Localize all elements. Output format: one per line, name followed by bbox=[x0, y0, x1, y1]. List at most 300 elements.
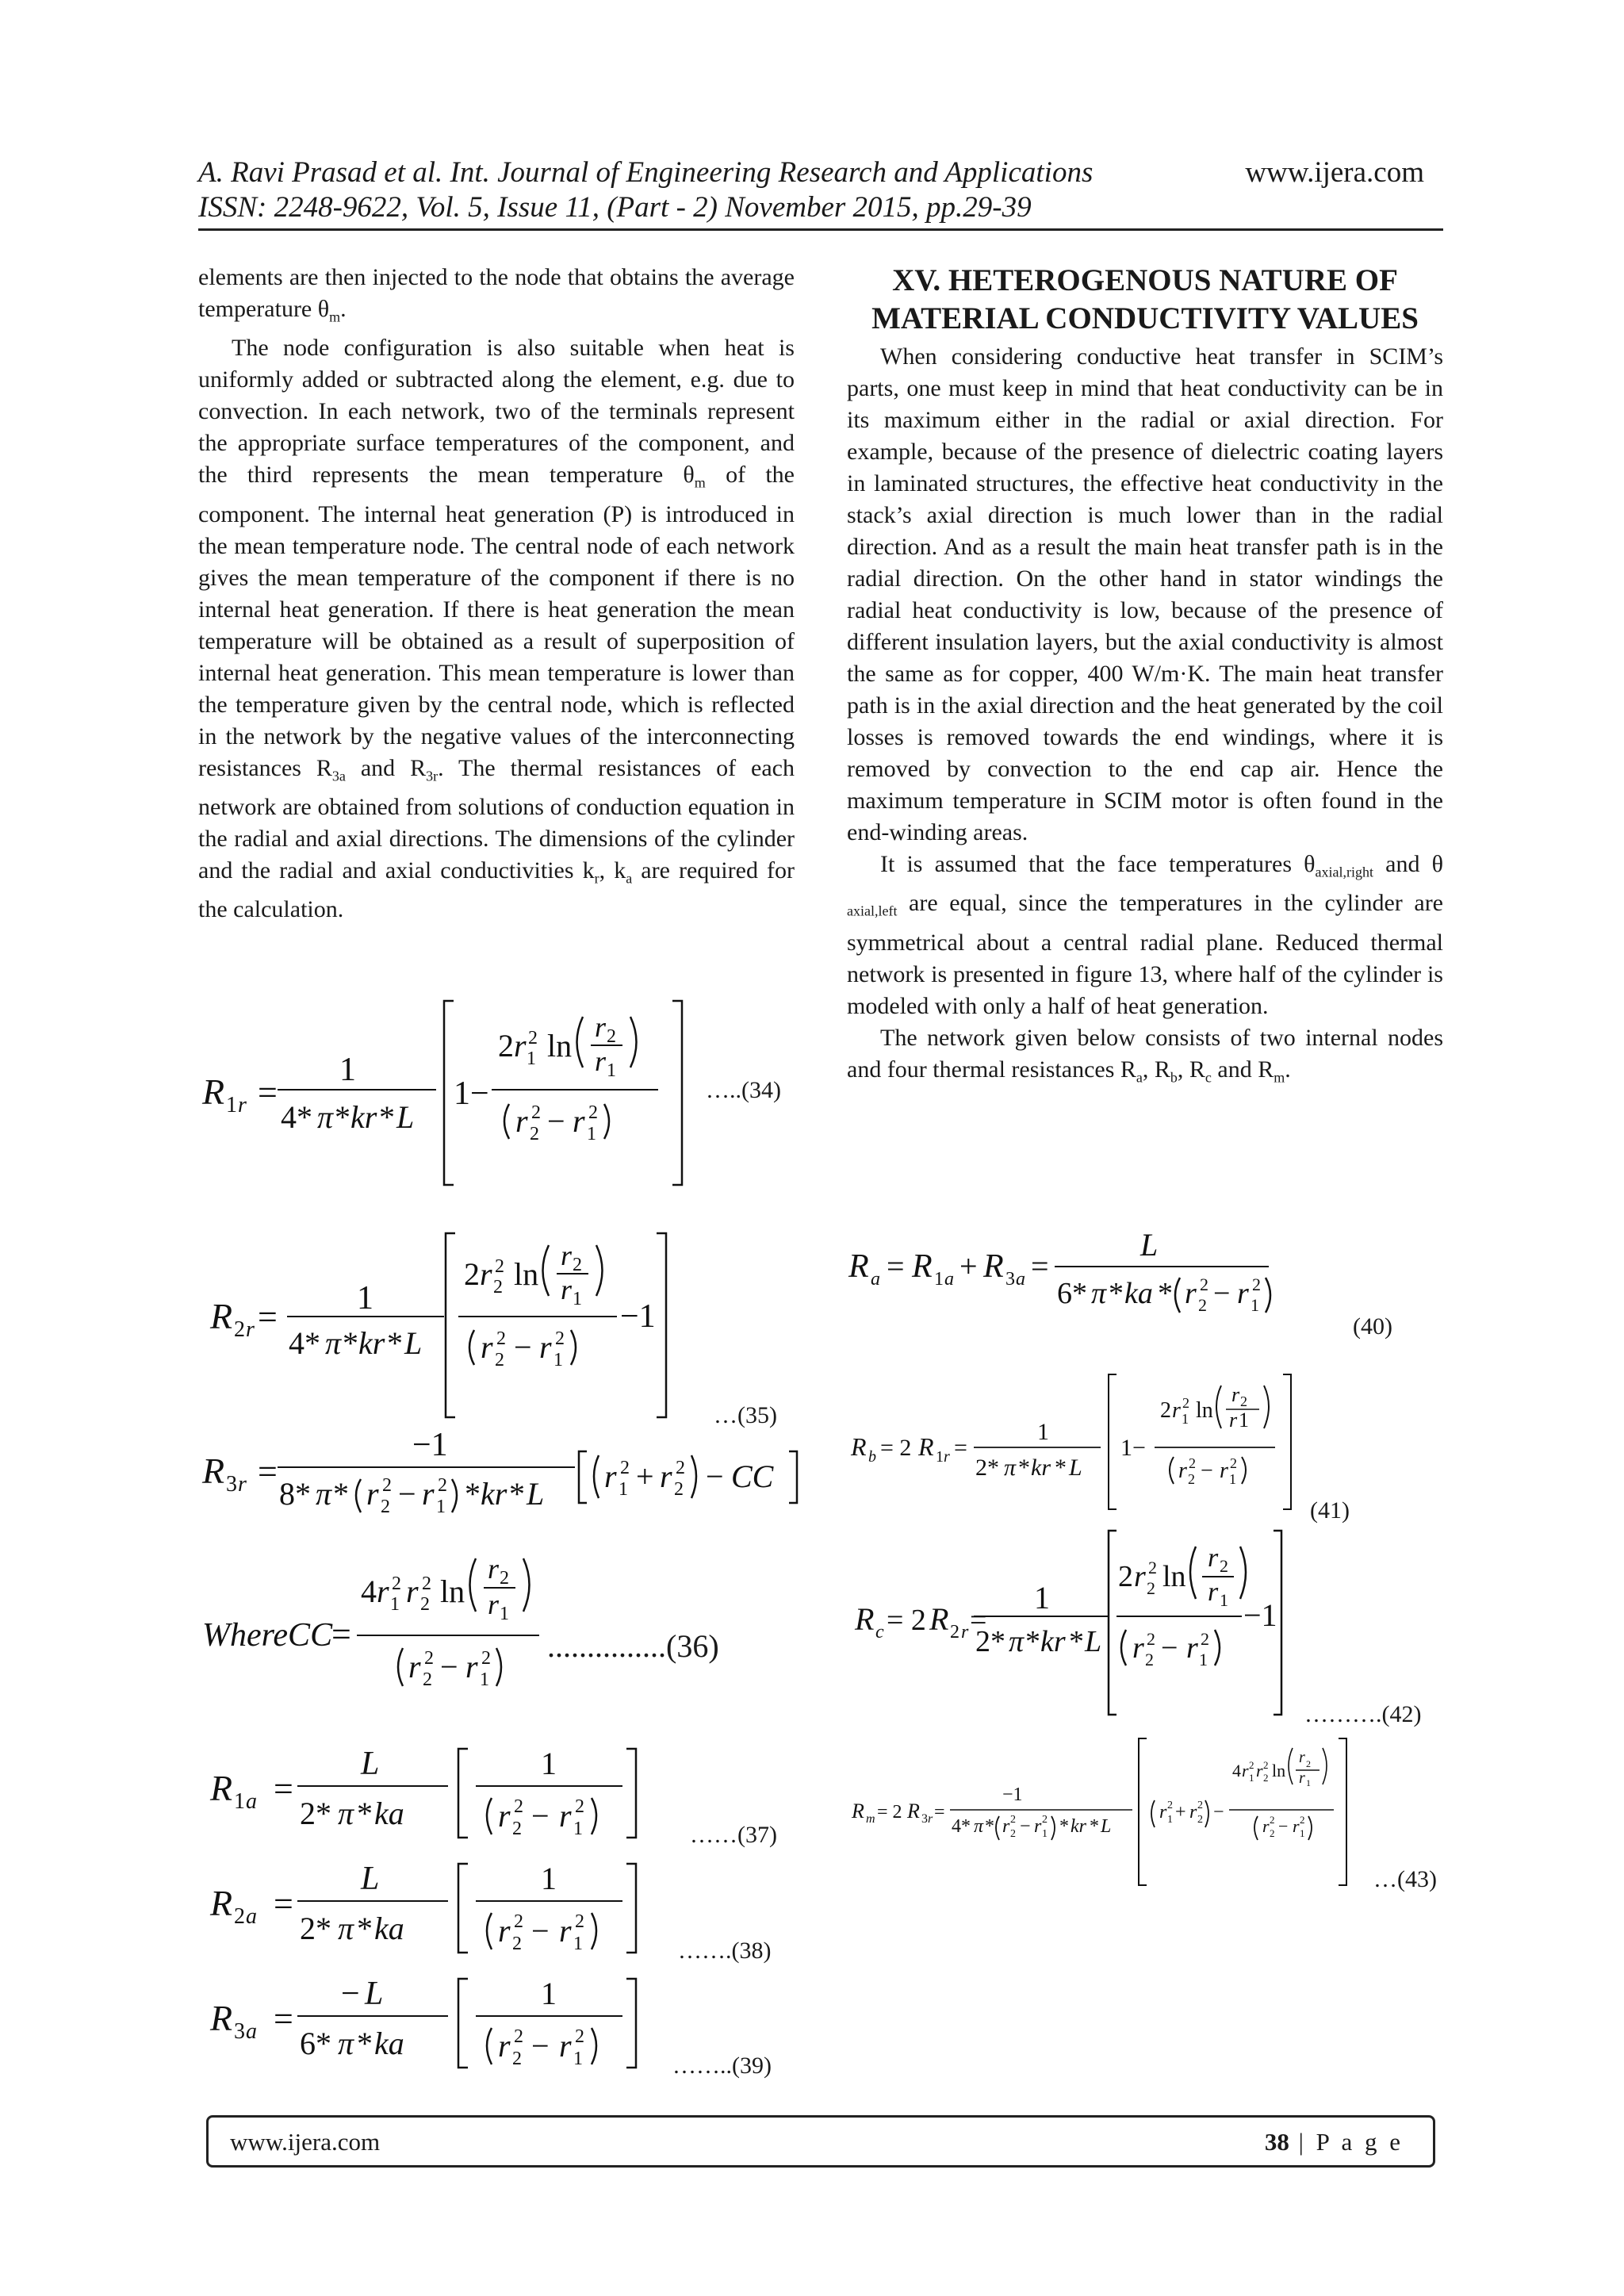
svg-text:a: a bbox=[1016, 1269, 1025, 1290]
svg-text:r: r bbox=[1299, 1749, 1305, 1766]
svg-text:r: r bbox=[498, 1913, 511, 1949]
svg-text:m: m bbox=[866, 1812, 875, 1826]
svg-text:π: π bbox=[325, 1325, 342, 1361]
svg-text:2: 2 bbox=[514, 1796, 523, 1817]
svg-text:1: 1 bbox=[541, 1976, 557, 2011]
svg-text:r: r bbox=[1220, 1458, 1228, 1483]
svg-text:r: r bbox=[928, 1812, 933, 1826]
footer-bar bbox=[206, 2115, 1435, 2168]
svg-text:1: 1 bbox=[1034, 1580, 1050, 1616]
journal-citation-line: A. Ravi Prasad et al. Int. Journal of Engineering Research and Applications bbox=[198, 156, 1094, 189]
svg-text:2: 2 bbox=[1263, 1759, 1269, 1771]
svg-text:R: R bbox=[852, 1800, 864, 1823]
svg-text:2: 2 bbox=[1198, 1295, 1207, 1315]
svg-text:2: 2 bbox=[1300, 1814, 1305, 1826]
svg-text:2: 2 bbox=[1230, 1455, 1237, 1471]
svg-text:−: − bbox=[531, 2028, 550, 2064]
svg-text:R: R bbox=[855, 1601, 875, 1637]
svg-text:1: 1 bbox=[1199, 1650, 1208, 1669]
svg-text:1: 1 bbox=[936, 1448, 944, 1466]
svg-text:1: 1 bbox=[573, 1289, 582, 1309]
svg-text:ka: ka bbox=[1124, 1277, 1153, 1310]
svg-text:1: 1 bbox=[541, 1746, 557, 1781]
svg-text:π: π bbox=[1091, 1277, 1107, 1310]
equation-37-number: ……(37) bbox=[690, 1822, 777, 1848]
svg-text:r: r bbox=[480, 1256, 492, 1292]
svg-text:r: r bbox=[1208, 1543, 1219, 1573]
svg-text:2: 2 bbox=[498, 1028, 514, 1064]
svg-text:r: r bbox=[1299, 1769, 1305, 1787]
svg-text:2*: 2* bbox=[975, 1625, 1005, 1658]
svg-text:*: * bbox=[1069, 1625, 1084, 1658]
equation-38-formula bbox=[198, 1856, 658, 1959]
svg-text:kr: kr bbox=[350, 1099, 377, 1135]
svg-text:r: r bbox=[515, 1103, 528, 1139]
svg-text:1: 1 bbox=[500, 1604, 509, 1624]
svg-text:2: 2 bbox=[531, 1102, 541, 1123]
svg-text:L: L bbox=[1101, 1816, 1112, 1837]
svg-text:= 2: = 2 bbox=[880, 1435, 912, 1461]
svg-text:=: = bbox=[970, 1604, 987, 1637]
svg-text:c: c bbox=[875, 1622, 884, 1642]
svg-text:2: 2 bbox=[620, 1458, 630, 1478]
svg-text:π: π bbox=[1004, 1455, 1017, 1481]
svg-text:r: r bbox=[559, 1913, 572, 1949]
svg-text:r: r bbox=[595, 1045, 607, 1077]
svg-text:2: 2 bbox=[555, 1328, 565, 1349]
svg-text:6*: 6* bbox=[1057, 1277, 1087, 1310]
svg-text:r: r bbox=[1262, 1816, 1270, 1836]
svg-text:=: = bbox=[274, 1884, 293, 1923]
svg-text:1: 1 bbox=[587, 1124, 596, 1144]
footer-url[interactable]: www.ijera.com bbox=[230, 2128, 381, 2156]
svg-text:r: r bbox=[1189, 1802, 1197, 1823]
svg-text:=: = bbox=[887, 1248, 905, 1284]
equation-43-formula bbox=[847, 1731, 1354, 1889]
svg-text:−: − bbox=[398, 1476, 416, 1512]
svg-text:2: 2 bbox=[423, 1669, 432, 1690]
svg-text:4*: 4* bbox=[281, 1099, 312, 1135]
svg-text:1: 1 bbox=[1220, 1590, 1228, 1610]
svg-text:2: 2 bbox=[234, 1904, 245, 1929]
header-rule bbox=[198, 228, 1443, 231]
svg-text:2: 2 bbox=[438, 1475, 447, 1496]
svg-text:R: R bbox=[918, 1432, 934, 1461]
svg-text:r: r bbox=[1208, 1577, 1219, 1607]
svg-text:2: 2 bbox=[500, 1568, 509, 1589]
svg-text:R: R bbox=[202, 1071, 225, 1112]
svg-text:3: 3 bbox=[1005, 1269, 1015, 1290]
right-paragraph-3: The network given below consists of two internal nodes and four thermal resistances $R_a$, $R_b$, $R_c$ and $R_m$. bbox=[847, 1024, 1443, 1085]
svg-text:2*: 2* bbox=[975, 1455, 999, 1481]
svg-text:−1: −1 bbox=[1002, 1784, 1023, 1805]
svg-text:ln: ln bbox=[440, 1573, 465, 1609]
svg-text:−: − bbox=[1161, 1631, 1178, 1665]
svg-text:*: * bbox=[985, 1816, 994, 1837]
svg-text:4: 4 bbox=[361, 1573, 377, 1609]
svg-text:2: 2 bbox=[607, 1026, 616, 1047]
svg-text:=: = bbox=[1031, 1248, 1049, 1284]
svg-text:a: a bbox=[246, 1904, 257, 1929]
svg-text:r: r bbox=[514, 1028, 527, 1064]
svg-text:=: = bbox=[258, 1073, 278, 1112]
svg-text:2: 2 bbox=[1263, 1772, 1269, 1784]
svg-text:=: = bbox=[954, 1435, 967, 1461]
svg-text:r: r bbox=[539, 1329, 552, 1365]
svg-text:kr: kr bbox=[1071, 1816, 1086, 1837]
svg-text:1: 1 bbox=[934, 1269, 944, 1290]
svg-text:2: 2 bbox=[464, 1256, 480, 1292]
svg-text:1: 1 bbox=[1239, 1409, 1249, 1432]
svg-text:1: 1 bbox=[436, 1497, 446, 1517]
svg-text:1: 1 bbox=[573, 1934, 583, 1954]
svg-text:r: r bbox=[1178, 1458, 1187, 1483]
svg-text:*: * bbox=[333, 1476, 349, 1512]
svg-text:=: = bbox=[331, 1615, 351, 1654]
svg-text:−: − bbox=[531, 1798, 550, 1834]
svg-text:−: − bbox=[440, 1649, 458, 1685]
svg-text:r: r bbox=[561, 1240, 573, 1271]
svg-text:*: * bbox=[1055, 1455, 1067, 1481]
svg-text:*: * bbox=[379, 1099, 395, 1135]
svg-text:r: r bbox=[1185, 1277, 1197, 1310]
svg-text:ka: ka bbox=[374, 1911, 404, 1946]
svg-text:kr: kr bbox=[481, 1476, 508, 1512]
svg-text:R: R bbox=[851, 1432, 867, 1461]
svg-text:2: 2 bbox=[514, 1911, 523, 1932]
svg-text:2: 2 bbox=[512, 1934, 522, 1954]
svg-text:r: r bbox=[1002, 1816, 1010, 1837]
svg-text:r: r bbox=[481, 1329, 493, 1365]
svg-text:*: * bbox=[465, 1476, 481, 1512]
svg-text:1: 1 bbox=[390, 1594, 400, 1615]
svg-text:R: R bbox=[210, 1296, 233, 1336]
svg-text:r: r bbox=[1293, 1816, 1300, 1836]
svg-text:r: r bbox=[1186, 1631, 1198, 1665]
svg-text:2: 2 bbox=[575, 2026, 584, 2047]
svg-text:1: 1 bbox=[527, 1048, 536, 1069]
equation-43-number: …(43) bbox=[1373, 1866, 1437, 1892]
svg-text:*: * bbox=[1109, 1277, 1124, 1310]
issn-line: ISSN: 2248-9622, Vol. 5, Issue 11, (Part - 2) November 2015, pp.29-39 bbox=[198, 191, 1032, 224]
svg-text:r: r bbox=[238, 1093, 247, 1117]
svg-text:r: r bbox=[498, 1798, 511, 1834]
svg-text:1−: 1− bbox=[454, 1075, 489, 1112]
equation-35-number: …(35) bbox=[714, 1402, 777, 1428]
svg-text:ka: ka bbox=[374, 1796, 404, 1831]
svg-text:r: r bbox=[1134, 1560, 1146, 1593]
svg-text:a: a bbox=[871, 1269, 880, 1290]
svg-text:*: * bbox=[1018, 1455, 1030, 1481]
svg-text:2: 2 bbox=[1197, 1800, 1203, 1811]
svg-text:1: 1 bbox=[573, 1819, 583, 1839]
equation-40-formula bbox=[847, 1225, 1291, 1328]
svg-text:r: r bbox=[559, 1798, 572, 1834]
svg-text:3: 3 bbox=[921, 1812, 928, 1826]
svg-text:ln: ln bbox=[1196, 1398, 1213, 1423]
svg-text:*: * bbox=[343, 1325, 358, 1361]
svg-text:−1: −1 bbox=[412, 1427, 448, 1463]
svg-text:=: = bbox=[934, 1802, 945, 1823]
svg-text:−: − bbox=[1201, 1458, 1213, 1483]
svg-text:1: 1 bbox=[226, 1093, 237, 1117]
svg-text:L: L bbox=[365, 1976, 384, 2012]
equation-34-formula bbox=[198, 993, 690, 1191]
svg-text:2: 2 bbox=[1182, 1395, 1189, 1411]
svg-text:4*: 4* bbox=[289, 1325, 320, 1361]
svg-text:=: = bbox=[258, 1297, 278, 1336]
svg-text:2: 2 bbox=[512, 2049, 522, 2069]
svg-text:1: 1 bbox=[553, 1350, 563, 1370]
svg-text:ln: ln bbox=[514, 1256, 539, 1292]
svg-text:2: 2 bbox=[514, 2026, 523, 2047]
svg-text:2: 2 bbox=[420, 1594, 430, 1615]
svg-text:2: 2 bbox=[676, 1458, 685, 1478]
svg-text:2: 2 bbox=[496, 1328, 506, 1349]
svg-text:2: 2 bbox=[1252, 1274, 1261, 1294]
svg-text:π: π bbox=[338, 2026, 354, 2061]
svg-text:1: 1 bbox=[573, 2049, 583, 2069]
svg-text:2: 2 bbox=[573, 1255, 582, 1275]
svg-text:r: r bbox=[1172, 1398, 1181, 1423]
svg-text:r: r bbox=[561, 1274, 573, 1305]
equation-r3r-formula bbox=[198, 1424, 825, 1519]
svg-text:2: 2 bbox=[1240, 1393, 1247, 1409]
svg-text:2: 2 bbox=[382, 1475, 392, 1496]
svg-text:r: r bbox=[377, 1573, 389, 1609]
svg-text:= 2: = 2 bbox=[887, 1604, 926, 1637]
svg-text:a: a bbox=[246, 1789, 257, 1814]
journal-url[interactable]: www.ijera.com bbox=[1245, 156, 1424, 189]
equation-39-formula bbox=[198, 1971, 658, 2074]
svg-text:*: * bbox=[1025, 1625, 1040, 1658]
svg-text:2: 2 bbox=[495, 1350, 504, 1370]
svg-text:a: a bbox=[246, 2019, 257, 2044]
svg-text:1: 1 bbox=[1042, 1828, 1048, 1840]
svg-text:*: * bbox=[1090, 1816, 1099, 1837]
right-paragraph-2: It is assumed that the face temperatures $\theta_{axial,right}$ and θ $_{axial,left}$ are equal, since the temperatures in the cylinder are symmetrical about a central radial plane. Reduced thermal network is presented in figure 13, where half of the cylinder is modeled with only a half of heat generation. bbox=[847, 851, 1444, 1019]
svg-text:b: b bbox=[868, 1448, 876, 1466]
svg-text:r: r bbox=[660, 1458, 672, 1494]
svg-text:1: 1 bbox=[1306, 1777, 1311, 1788]
svg-text:r: r bbox=[1132, 1631, 1144, 1665]
svg-text:2: 2 bbox=[1042, 1814, 1048, 1826]
svg-text:L: L bbox=[1085, 1625, 1102, 1658]
svg-text:ln: ln bbox=[1162, 1560, 1186, 1593]
svg-text:r: r bbox=[1034, 1816, 1042, 1837]
svg-text:π: π bbox=[317, 1099, 334, 1135]
svg-text:ln: ln bbox=[547, 1028, 573, 1064]
svg-text:*: * bbox=[509, 1476, 525, 1512]
svg-text:= 2: = 2 bbox=[877, 1802, 902, 1823]
svg-text:2: 2 bbox=[1147, 1629, 1155, 1649]
svg-text:2: 2 bbox=[1167, 1800, 1173, 1811]
equation-42-number: ……….(42) bbox=[1304, 1701, 1422, 1727]
svg-text:1: 1 bbox=[357, 1280, 373, 1317]
svg-text:2: 2 bbox=[1220, 1556, 1228, 1576]
svg-text:2: 2 bbox=[381, 1497, 390, 1517]
equation-35-formula bbox=[198, 1225, 690, 1424]
svg-text:2: 2 bbox=[674, 1479, 684, 1500]
svg-text:R: R bbox=[210, 1883, 233, 1923]
svg-text:2: 2 bbox=[1249, 1759, 1254, 1771]
svg-text:kr: kr bbox=[358, 1325, 385, 1361]
svg-text:6*: 6* bbox=[300, 2026, 331, 2061]
svg-text:*: * bbox=[1059, 1816, 1069, 1837]
svg-text:L: L bbox=[361, 1861, 380, 1897]
svg-text:2: 2 bbox=[950, 1622, 959, 1642]
right-paragraph-1: When considering conductive heat transfer in SCIM’s parts, one must keep in mind that heat conductivity can be in its maximum either in the radial or axial direction. For example, because of the presence of dielectric coating layers in laminated structures, the effective heat conductivity in the stack’s axial direction is much lower than in the radial direction. And as a result the main heat transfer path is in the radial direction. On the other hand in stator windings the radial heat conductivity is low, because of the presence of different insulation layers, but the axial conductivity is almost the same as for copper, 400 W/m·K. The main heat transfer path is in the axial direction and the heat generated by the coil losses is removed towards the end windings, where it is removed by convection to the end cap air. Hence the maximum temperature in SCIM motor is often found in the end-winding areas. bbox=[847, 343, 1443, 845]
svg-text:1: 1 bbox=[1182, 1411, 1189, 1427]
svg-text:R: R bbox=[983, 1248, 1004, 1285]
svg-text:2: 2 bbox=[530, 1124, 539, 1144]
left-paragraph-2: The node configuration is also suitable when heat is uniformly added or subtracted along the element, e.g. due to convection. In each network, two of the terminals represent the appropriate surface temperatures of the component, and the third represents the mean temperature $\theta_m$ of the component. The internal heat generation (P) is introduced in the mean temperature node. The central node of each network gives the mean temperature of the component if there is no internal heat generation. If there is heat generation the mean temperature will be obtained as a result of superposition of internal heat generation. This mean temperature is lower than the temperature given by the central node, which is reflected in the network by the negative values of the interconnecting resistances $R_{3a}$ and $R_{3r}$. The thermal resistances of each network are obtained from solutions of conduction equation in the radial and axial directions. The dimensions of the cylinder and the radial and axial conductivities $k_r$, $k_a$ are required for the calculation. bbox=[198, 335, 795, 923]
equation-37-formula bbox=[198, 1741, 658, 1844]
svg-text:r: r bbox=[1256, 1761, 1263, 1780]
svg-text:L: L bbox=[1140, 1227, 1159, 1263]
svg-text:+: + bbox=[636, 1458, 654, 1494]
equation-42-formula bbox=[847, 1523, 1291, 1721]
svg-text:+: + bbox=[959, 1248, 978, 1284]
svg-text:−: − bbox=[1020, 1816, 1031, 1837]
left-paragraph-1: elements are then injected to the node that obtains the average temperature $\theta_m$. bbox=[198, 264, 795, 325]
svg-text:r: r bbox=[488, 1553, 500, 1585]
svg-text:1: 1 bbox=[1037, 1419, 1049, 1445]
svg-text:π: π bbox=[1009, 1625, 1025, 1658]
svg-text:R: R bbox=[210, 1768, 233, 1808]
svg-text:R: R bbox=[912, 1248, 933, 1285]
svg-text:1: 1 bbox=[1300, 1827, 1305, 1839]
svg-text:r: r bbox=[1237, 1277, 1249, 1310]
svg-text:r: r bbox=[961, 1622, 969, 1642]
svg-text:ka: ka bbox=[374, 2026, 404, 2061]
svg-text:a: a bbox=[944, 1269, 954, 1290]
equation-39-number: ……..(39) bbox=[672, 2053, 772, 2079]
svg-text:1: 1 bbox=[480, 1669, 489, 1690]
svg-text:L: L bbox=[1069, 1455, 1082, 1481]
svg-text:1: 1 bbox=[607, 1060, 616, 1081]
svg-text:1: 1 bbox=[1249, 1772, 1254, 1784]
svg-text:r: r bbox=[604, 1458, 617, 1494]
svg-text:r: r bbox=[1159, 1802, 1167, 1823]
svg-text:2: 2 bbox=[528, 1028, 538, 1048]
svg-text:2*: 2* bbox=[300, 1796, 331, 1831]
equation-38-number: …….(38) bbox=[678, 1938, 772, 1964]
svg-text:2: 2 bbox=[1148, 1558, 1157, 1577]
svg-text:*: * bbox=[387, 1325, 403, 1361]
svg-text:2: 2 bbox=[422, 1573, 431, 1594]
svg-text:4: 4 bbox=[1232, 1761, 1241, 1780]
svg-text:2: 2 bbox=[481, 1648, 491, 1669]
svg-text:2*: 2* bbox=[300, 1911, 331, 1946]
svg-text:2: 2 bbox=[1188, 1471, 1195, 1487]
svg-text:2: 2 bbox=[495, 1256, 504, 1277]
svg-text:2: 2 bbox=[575, 1796, 584, 1817]
svg-text:2: 2 bbox=[1270, 1827, 1275, 1839]
svg-text:r: r bbox=[595, 1011, 607, 1043]
svg-text:*: * bbox=[357, 1796, 373, 1831]
svg-text:R: R bbox=[907, 1800, 920, 1823]
svg-text:π: π bbox=[974, 1816, 984, 1837]
equation-41-formula bbox=[847, 1368, 1307, 1515]
svg-text:1: 1 bbox=[619, 1479, 628, 1500]
svg-text:*: * bbox=[357, 1911, 373, 1946]
svg-text:1: 1 bbox=[339, 1052, 356, 1088]
page-number: 38 | P a g e bbox=[1264, 2128, 1404, 2156]
svg-text:1−: 1− bbox=[1120, 1435, 1146, 1461]
svg-text:−1: −1 bbox=[1243, 1597, 1277, 1633]
svg-text:2: 2 bbox=[1147, 1578, 1155, 1598]
svg-text:2: 2 bbox=[1197, 1814, 1203, 1826]
svg-text:−: − bbox=[341, 1976, 360, 2012]
svg-text:CC: CC bbox=[731, 1458, 774, 1494]
svg-text:r: r bbox=[422, 1476, 435, 1512]
svg-text:2: 2 bbox=[234, 1317, 245, 1342]
svg-text:1: 1 bbox=[541, 1861, 557, 1896]
svg-text:π: π bbox=[338, 1796, 354, 1831]
svg-text:2: 2 bbox=[1010, 1828, 1016, 1840]
svg-text:*: * bbox=[357, 2026, 373, 2061]
running-header bbox=[198, 155, 1443, 225]
svg-text:1: 1 bbox=[1167, 1814, 1173, 1826]
equation-41-number: (41) bbox=[1310, 1497, 1350, 1524]
svg-text:−: − bbox=[547, 1103, 565, 1139]
svg-text:−: − bbox=[1213, 1802, 1224, 1823]
svg-text:*: * bbox=[335, 1099, 350, 1135]
svg-text:r: r bbox=[406, 1573, 419, 1609]
svg-text:=: = bbox=[274, 1769, 293, 1808]
svg-text:R: R bbox=[929, 1601, 949, 1637]
svg-text:R: R bbox=[848, 1248, 869, 1285]
svg-text:3: 3 bbox=[234, 2019, 245, 2044]
svg-text:2: 2 bbox=[1160, 1398, 1171, 1423]
svg-text:2: 2 bbox=[1118, 1560, 1133, 1593]
svg-text:r: r bbox=[246, 1317, 255, 1342]
svg-text:2: 2 bbox=[1200, 1274, 1208, 1294]
svg-text:2: 2 bbox=[1270, 1814, 1275, 1826]
svg-text:=: = bbox=[258, 1452, 278, 1491]
svg-text:−: − bbox=[1213, 1277, 1231, 1310]
right-column bbox=[847, 262, 1443, 1093]
svg-text:L: L bbox=[527, 1476, 545, 1512]
svg-text:L: L bbox=[404, 1325, 423, 1361]
svg-text:8*: 8* bbox=[279, 1476, 311, 1512]
svg-text:L: L bbox=[396, 1099, 415, 1135]
svg-text:4*: 4* bbox=[952, 1816, 971, 1837]
equation-40-number: (40) bbox=[1353, 1313, 1392, 1340]
svg-text:r: r bbox=[498, 2028, 511, 2064]
svg-text:ln: ln bbox=[1272, 1761, 1286, 1780]
left-column bbox=[198, 262, 795, 926]
svg-text:R: R bbox=[210, 1998, 233, 2038]
svg-text:r: r bbox=[573, 1103, 585, 1139]
svg-text:r: r bbox=[1229, 1409, 1238, 1432]
svg-text:2: 2 bbox=[575, 1911, 584, 1932]
svg-text:2: 2 bbox=[1010, 1814, 1016, 1826]
svg-text:1: 1 bbox=[1251, 1295, 1259, 1315]
svg-text:2: 2 bbox=[512, 1819, 522, 1839]
svg-text:r: r bbox=[1242, 1761, 1249, 1780]
section-title: XV. HETEROGENOUS NATURE OF MATERIAL CONDUCTIVITY VALUES bbox=[871, 263, 1419, 335]
equation-34-number: …..(34) bbox=[706, 1077, 781, 1103]
equation-36-formula bbox=[198, 1547, 563, 1705]
svg-text:=: = bbox=[274, 1999, 293, 2038]
svg-text:−: − bbox=[706, 1458, 724, 1494]
svg-text:r: r bbox=[465, 1649, 478, 1685]
svg-text:kr: kr bbox=[1031, 1455, 1051, 1481]
svg-text:R: R bbox=[202, 1451, 225, 1491]
svg-text:r: r bbox=[944, 1448, 950, 1466]
